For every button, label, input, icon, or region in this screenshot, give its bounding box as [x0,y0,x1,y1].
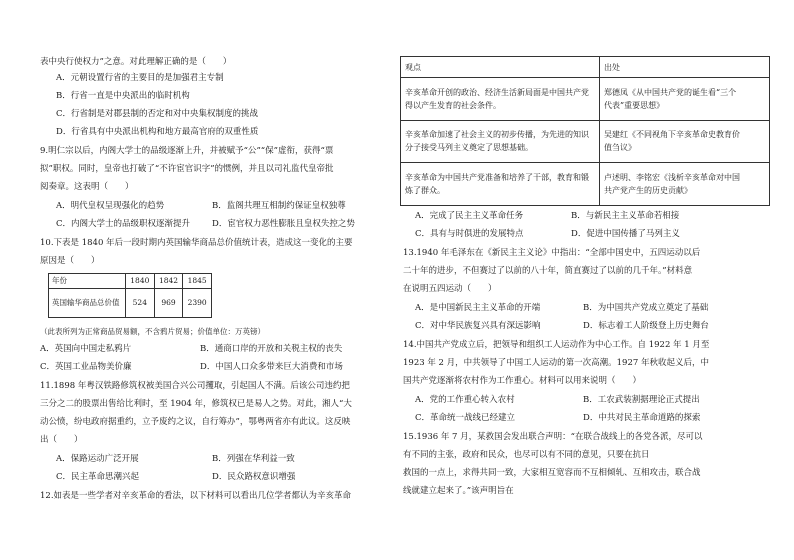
table-cell: 1845 [183,274,212,289]
q11-stem-line2: 三分之二的股票出售给比利时，至 1904 年，修筑权已是易人之势。对此，湘人“大 [40,399,352,409]
q10-option-d: D．中国人口众多带来巨大消费和市场 [200,362,343,372]
table-cell: 年份 [49,274,126,289]
q10-table-note: （此表所列为正常商品贸易额，不含鸦片贸易；价值单位：万英镑） [40,327,265,336]
table-header-source: 出处 [600,57,770,78]
q13-option-c: C．对中华民族复兴具有深远影响 [415,321,541,331]
q12-views-table [400,56,770,206]
q13-option-b: B．为中国共产党成立奠定了基础 [583,303,709,313]
q10-stem-line1: 10.下表是 1840 年后一段时期内英国输华商品总价值统计表，造成这一变化的主要 [40,238,353,248]
q11-stem-line3: 动公愤，纷电政府据重约，立予废约之议，自行筹办”，鄂粤两省亦有此议。这反映 [40,417,351,427]
table-cell-source: 卢述明、李铭宏《浅析辛亥革命对中国 共产党产生的历史贡献》 [600,163,770,206]
q15-stem-line4: 线就建立起来了。”该声明旨在 [403,486,514,496]
table-cell: 英国输华商品总价值 [49,289,126,318]
table-header-row [401,57,770,78]
q8-stem-tail: 表中央行使权力”之意。对此理解正确的是（ ） [40,57,232,67]
q8-option-b: B．行省一直是中央派出的临时机构 [56,91,190,101]
q13-option-d: D．标志着工人阶级登上历史舞台 [583,321,709,331]
q14-option-b: B．工农武装割据理论正式提出 [583,395,700,405]
q11-option-a: A．保路运动广泛开展 [56,454,139,464]
table-cell: 1840 [126,274,155,289]
q13-option-a: A．是中国新民主主义革命的开端 [415,303,541,313]
q14-stem-line1: 14.中国共产党成立后，把领导和组织工人运动作为中心工作。自 1922 年 1 月至 [403,340,710,350]
q14-option-a: A．党的工作重心转入农村 [415,395,515,405]
q9-option-c: C．内阁大学士的品级职权逐渐提升 [56,219,191,229]
q11-option-d: D．民众路权意识增强 [212,472,296,482]
table-row [49,289,212,318]
q11-option-c: C．民主革命思潮兴起 [56,472,140,482]
q12-option-d: D．促进中国传播了马列主义 [571,229,680,239]
q10-option-c: C．英国工业品物美价廉 [40,362,132,372]
table-cell-view: 辛亥革命加速了社会主义的初步传播，为先进的知识 分子接受马列主义奠定了思想基础。 [401,120,600,163]
q8-option-a: A．元朝设置行省的主要目的是加强君主专制 [56,73,224,83]
q12-option-a: A．完成了民主主义革命任务 [415,211,524,221]
q9-option-a: A．明代皇权呈现强化的趋势 [56,201,165,211]
table-cell: 2390 [183,289,212,318]
table-header-row [49,274,212,289]
q8-option-d: D．行省具有中央派出机构和地方最高官府的双重性质 [56,127,259,137]
q12-option-c: C．具有与时俱进的发展特点 [415,229,524,239]
q9-option-d: D．宦官权力恶性膨胀且皇权失控之势 [212,219,355,229]
q10-trade-table [48,273,212,318]
q13-stem-line2: 二十年的进步，不但赛过了以前的八十年，简直赛过了以前的几千年。”材料意 [403,266,693,276]
q12-stem-line1: 12.如表是一些学者对辛亥革命的看法，以下材料可以看出几位学者都认为辛亥革命 [40,491,352,501]
table-row [401,163,770,206]
table-cell: 524 [126,289,155,318]
q11-option-b: B．列强在华利益一致 [212,454,295,464]
q14-stem-line2: 1923 年 2 月，中共领导了中国工人运动的第一次高潮。1927 年秋收起义后，中 [403,358,709,368]
q8-option-c: C．行省制是对郡县制的否定和对中央集权制度的挑战 [56,109,259,119]
table-row [401,120,770,163]
q13-stem-line1: 13.1940 年毛泽东在《新民主主义论》中指出：“全部中国史中，五四运动以后 [403,248,701,258]
table-cell: 969 [154,289,183,318]
q9-option-b: B．监阁共理互相制约保证皇权独尊 [212,201,346,211]
q9-stem-line2: 拟”职权。同时，皇帝也打破了“不许宦官识字”的惯例，并且以司礼监代皇帝批 [40,164,334,174]
table-cell-view: 辛亥革命为中国共产党准备和培养了干部，教育和锻 炼了群众。 [401,163,600,206]
q15-stem-line2: 有不同的主张，政府和民众，也尽可以有不同的意见，只要在抗日 [403,450,650,460]
q12-option-b: B．与新民主主义革命若相接 [571,211,680,221]
q14-option-d: D．中共对民主革命道路的探索 [583,413,701,423]
table-header-view: 观点 [401,57,600,78]
q11-stem-line1: 11.1898 年粤汉铁路修筑权被美国合兴公司攫取，引起国人不满。后该公司违约把 [40,381,350,391]
q9-stem-line3: 阅奏章。这表明（ ） [40,182,134,192]
table-row [401,78,770,121]
q13-stem-line3: 在说明五四运动（ ） [403,284,497,294]
table-cell: 1842 [154,274,183,289]
q10-stem-line2: 原因是（ ） [40,256,100,266]
q10-option-b: B．通商口岸的开放和关税主权的丧失 [200,344,343,354]
table-cell-source: 郑德凤《从中国共产党的诞生看“三个 代表”重要思想》 [600,78,770,121]
q15-stem-line1: 15.1936 年 7 月，某救国会发出联合声明：“在联合战线上的各党各派，尽可以 [403,432,703,442]
table-cell-source: 吴建红《不同视角下辛亥革命史教育价 值刍议》 [600,120,770,163]
q14-stem-line3: 国共产党逐渐将农村作为工作重心。材料可以用来说明（ ） [403,376,642,386]
q11-stem-line4: 出（ ） [40,435,83,445]
q14-option-c: C．革命统一战线已经建立 [415,413,516,423]
q9-stem-line1: 9.明仁宗以后，内阁大学士的品级逐渐上升，并被赋予“公”“保”虚衔，获得“票 [40,146,334,156]
q15-stem-line3: 救国的一点上，求得共同一致，大家相互宽容而不互相倾轧、互相攻击，联合战 [403,468,701,478]
q10-option-a: A．英国向中国走私鸦片 [40,344,132,354]
table-cell-view: 辛亥革命开创的政治、经济生活新局面是中国共产党 得以产生发育的社会条件。 [401,78,600,121]
